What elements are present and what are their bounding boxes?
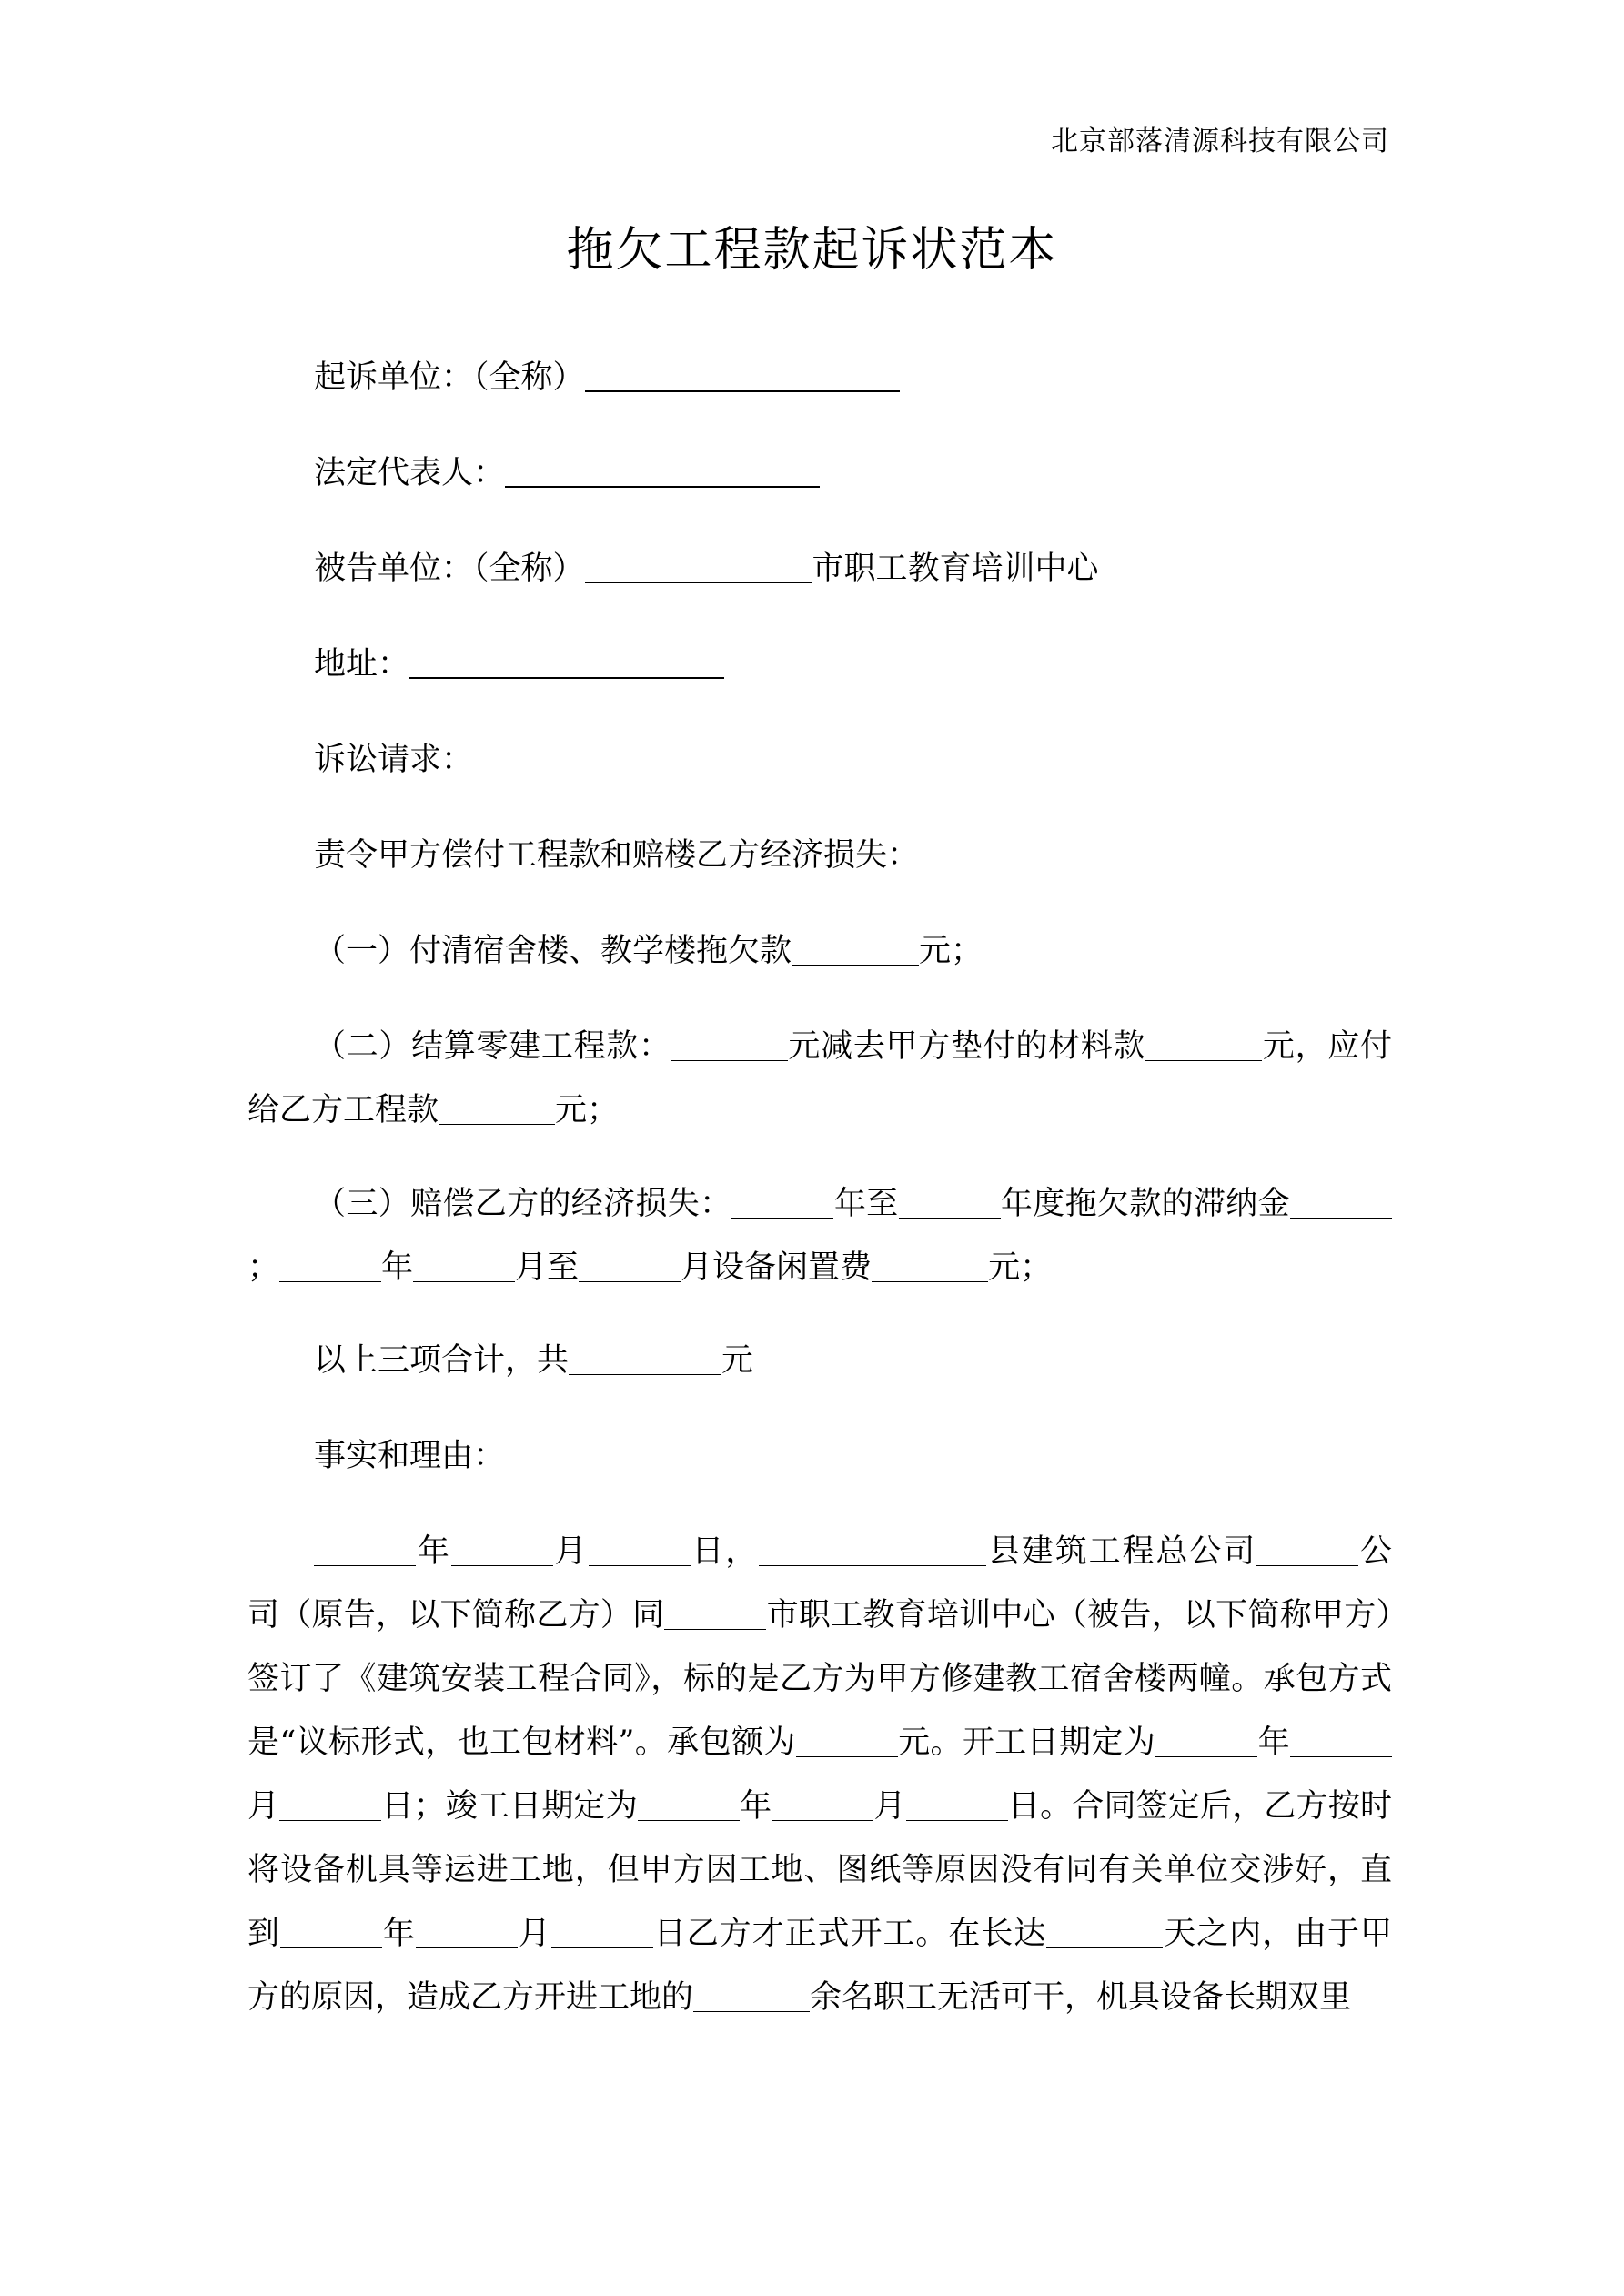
facts-paragraph <box>247 1520 1392 2029</box>
facts-blank-contract-amount[interactable] <box>796 1726 898 1757</box>
facts-text-year: 年 <box>416 1533 451 1570</box>
facts-blank-city[interactable] <box>664 1599 766 1630</box>
facts-text-13: 日乙方才正式开工。在长达 <box>652 1916 1047 1952</box>
defendant-line <box>247 537 1392 601</box>
claim-1 <box>247 919 1392 983</box>
facts-blank-days[interactable] <box>1046 1917 1163 1948</box>
facts-blank-start-day[interactable] <box>279 1790 381 1821</box>
facts-blank-company[interactable] <box>1256 1535 1358 1566</box>
facts-blank-end-month[interactable] <box>772 1790 873 1821</box>
total-text: 以上三项合计，共 <box>314 1342 570 1379</box>
legal-rep-field[interactable] <box>505 456 820 488</box>
claim-2-text-2: 元减去甲方垫付的材料款 <box>787 1028 1146 1065</box>
claim-1-text: （一）付清宿舍楼、教学楼拖欠款 <box>314 933 792 969</box>
claim-3-blank-3[interactable] <box>1290 1188 1392 1219</box>
facts-blank-actual-month[interactable] <box>416 1917 518 1948</box>
plaintiff-name-field[interactable] <box>585 360 900 392</box>
facts-text-month: 月 <box>552 1533 589 1570</box>
facts-text-3: 市职工教育培训中心（被告，以下简称甲方）签订了《建筑安装工程合同》，标的是乙方为甲方修建教工宿舍楼两幢。承包方式是“议标形式，也工包材料”。承包额为 <box>247 1597 1392 1761</box>
document-title: 拖欠工程款起诉状范本 <box>566 223 1058 278</box>
claims-heading: 诉讼请求： <box>314 742 474 778</box>
legal-rep-line <box>247 441 1392 505</box>
facts-text-9: 月 <box>873 1788 906 1825</box>
address-label: 地址： <box>314 646 410 683</box>
facts-blank-end-year[interactable] <box>638 1790 740 1821</box>
total-amount-blank[interactable] <box>569 1344 721 1375</box>
claim-3-text-8: 元； <box>988 1249 1053 1286</box>
claim-2-blank-1[interactable] <box>671 1030 788 1061</box>
total-line <box>247 1329 1392 1392</box>
facts-text-2: （原告，以下简称乙方）同 <box>279 1597 665 1633</box>
plaintiff-line <box>247 346 1392 410</box>
facts-blank-workers[interactable] <box>693 1981 810 2012</box>
facts-blank-actual-day[interactable] <box>551 1917 653 1948</box>
facts-text-7: 日；竣工日期定为 <box>381 1788 638 1825</box>
facts-blank-county[interactable] <box>759 1535 986 1566</box>
facts-text-5: 年 <box>1257 1725 1290 1761</box>
claim-3-blank-6[interactable] <box>579 1251 681 1282</box>
claim-3-text-7: 月设备闲置费 <box>681 1249 873 1286</box>
facts-heading: 事实和理由： <box>314 1438 506 1474</box>
legal-rep-label: 法定代表人： <box>314 455 506 491</box>
defendant-suffix: 市职工教育培训中心 <box>812 551 1099 587</box>
facts-blank-start-month[interactable] <box>1290 1726 1392 1757</box>
claims-intro: 责令甲方偿付工程款和赔楼乙方经济损失： <box>314 837 920 874</box>
claim-3-text-3: 年度拖欠款的滞纳金 <box>1000 1186 1290 1222</box>
defendant-name-blank[interactable] <box>585 552 812 583</box>
facts-text-12: 月 <box>517 1916 551 1952</box>
claim-3-blank-5[interactable] <box>413 1251 515 1282</box>
claim-1-amount-blank[interactable] <box>792 935 919 966</box>
claim-2 <box>247 1015 1392 1142</box>
facts-blank-year[interactable] <box>314 1535 416 1566</box>
claim-2-blank-3[interactable] <box>439 1094 555 1125</box>
claim-3-blank-7[interactable] <box>872 1251 988 1282</box>
claim-3-blank-4[interactable] <box>279 1251 381 1282</box>
address-field[interactable] <box>409 647 724 679</box>
facts-text-day: 日， <box>690 1533 760 1570</box>
claim-2-text-4: 元； <box>555 1092 620 1128</box>
facts-blank-start-year[interactable] <box>1155 1726 1257 1757</box>
claim-1-unit: 元； <box>919 933 983 969</box>
total-unit: 元 <box>721 1342 754 1379</box>
facts-blank-end-day[interactable] <box>906 1790 1008 1821</box>
facts-text-11: 年 <box>381 1916 416 1952</box>
address-line <box>247 632 1392 696</box>
claim-2-blank-2[interactable] <box>1145 1030 1262 1061</box>
claim-3-text-2: 年至 <box>833 1186 899 1222</box>
facts-text-10: 日。合同签定后，乙方按时将设备机具等运进工地，但甲方因工地、图纸等原因没有同有关单位交涉好，直到 <box>247 1788 1392 1952</box>
defendant-label: 被告单位：（全称） <box>314 551 585 587</box>
claim-3-text: （三）赔偿乙方的经济损失： <box>314 1186 732 1222</box>
facts-blank-month[interactable] <box>451 1535 553 1566</box>
claim-3-blank-2[interactable] <box>899 1188 1001 1219</box>
facts-text-6: 月 <box>247 1788 280 1825</box>
claim-3 <box>247 1172 1392 1300</box>
facts-text-15: 余名职工无活可干，机具设备长期双里 <box>810 1979 1352 2016</box>
facts-text-county: 县建筑工程总公司 <box>986 1533 1257 1570</box>
facts-blank-actual-year[interactable] <box>280 1917 382 1948</box>
plaintiff-label: 起诉单位：（全称） <box>314 359 585 396</box>
claim-2-text-3: 元，应付给乙方工程款 <box>247 1028 1392 1128</box>
claim-2-text: （二）结算零建工程款： <box>314 1028 671 1065</box>
facts-text-company: 公司 <box>247 1533 1392 1633</box>
facts-text-14: 天之内，由于甲方的原因，造成乙方开进工地的 <box>247 1916 1392 2016</box>
claim-3-text-6: 月至 <box>515 1249 580 1286</box>
claim-3-text-4: ； <box>247 1249 280 1286</box>
claim-3-blank-1[interactable] <box>731 1188 833 1219</box>
facts-blank-day[interactable] <box>589 1535 691 1566</box>
header-company-name: 北京部落清源科技有限公司 <box>1051 126 1389 157</box>
claim-3-text-5: 年 <box>381 1249 414 1286</box>
facts-text-4: 元。开工日期定为 <box>897 1725 1156 1761</box>
facts-text-8: 年 <box>739 1788 772 1825</box>
